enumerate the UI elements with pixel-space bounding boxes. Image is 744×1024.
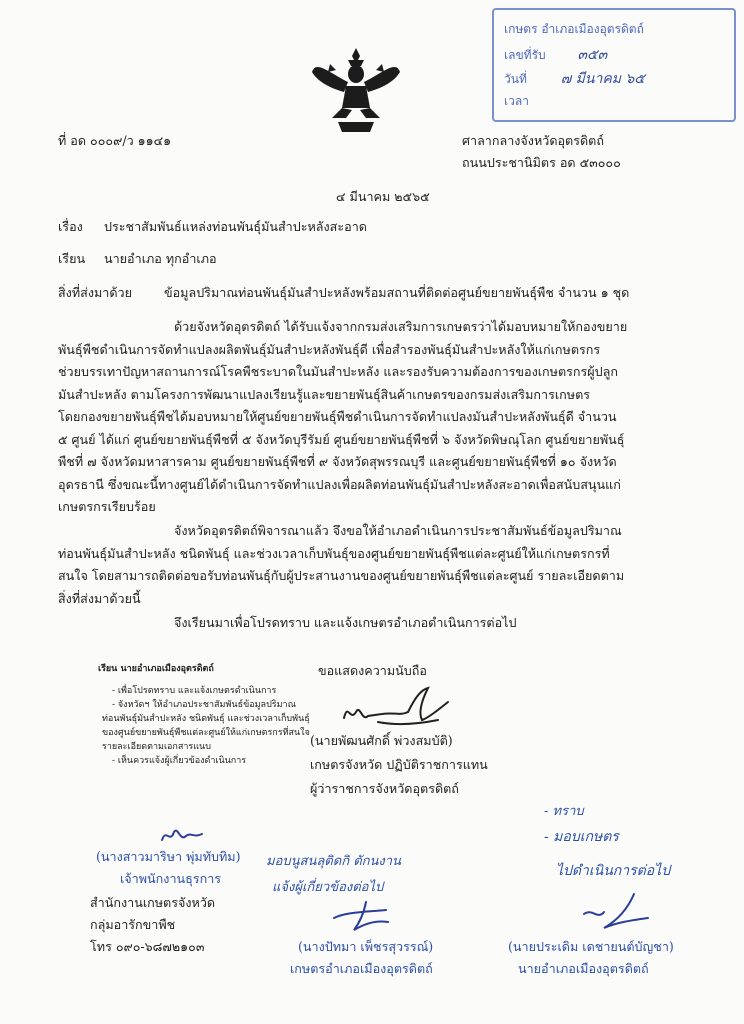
district-chief-position: นายอำเภอเมืองอุตรดิตถ์ [518,961,649,976]
district-agri-position: เกษตรอำเภอเมืองอุตรดิตถ์ [290,961,433,976]
signature-district-agri [326,898,406,934]
stamp-date-label: วันที่ [504,72,527,86]
recipient-label: เรียน [58,251,86,266]
enclosure-text: ข้อมูลปริมาณท่อนพันธุ์มันสำปะหลังพร้อมสถานที่ติดต่อศูนย์ขยายพันธุ์พืช จำนวน ๑ ชุด [164,285,630,300]
reference-number: ที่ อด ๐๐๐๙/ว ๑๑๔๑ [58,133,172,148]
paragraph-line: จังหวัดอุตรดิตถ์พิจารณาแล้ว จึงขอให้อำเภอดำเนินการประชาสัมพันธ์ข้อมูลปริมาณ [174,523,622,538]
handwritten-right-line-1: - ทราบ [544,804,584,819]
paragraph-line: สนใจ โดยสามารถติดต่อขอรับท่อนพันธุ์กับผู้ประสานงานของศูนย์ขยายพันธุ์พืชแต่ละศูนย์ รายละเอียดตาม [58,568,625,583]
enclosure-label: สิ่งที่ส่งมาด้วย [58,285,132,300]
subject-label: เรื่อง [58,219,83,234]
signer-name: (นายพัฒนศักดิ์ พ่วงสมบัติ) [310,733,453,748]
district-agri-name: (นางปัทมา เพ็ชรสุวรรณ์) [298,939,434,954]
handwritten-order-line-1: มอบนูสนลุติดกิ ตักนงาน [266,854,401,869]
paragraph-line: โดยกองขยายพันธุ์พืชได้มอบหมายให้ศูนย์ขยายพันธุ์พืชดำเนินการจัดทำแปลงมันสำปะหลังพันธุ์ดี จำนวน [58,409,617,424]
paragraph-line: ท่อนพันธุ์มันสำปะหลัง ชนิดพันธุ์ และช่วงเวลาเก็บพันธุ์ของศูนย์ขยายพันธุ์พืชแต่ละศูนย์ให้แก่เกษตรกรที่ [58,545,610,561]
paragraph-line: ช่วยบรรเทาปัญหาสถานการณ์โรคพืชระบาดในมันสำปะหลัง และรองรับความต้องการของเกษตรกรผู้ปลูก [58,364,619,379]
note-line: - เพื่อโปรดทราบ และแจ้งเกษตรดำเนินการ [112,686,277,696]
stamp-received-no: ๓๕๓ [577,47,608,63]
closing-text: ขอแสดงความนับถือ [318,663,427,678]
handwritten-order-line-2: แจ้งผู้เกี่ยวข้องต่อไป [272,880,384,895]
note-title: เรียน นายอำเภอเมืองอุตรดิตถ์ [98,664,214,674]
paragraph-line: มันสำปะหลัง ตามโครงการพัฒนาแปลงเรียนรู้และขยายพันธุ์สินค้าเกษตรของกรมส่งเสริมการเกษตร [58,386,591,402]
stamp-received-label: เลขที่รับ [504,48,546,62]
note-line: รายละเอียดตามเอกสารแนบ [102,742,211,752]
stamp-office: เกษตร อำเภอเมืองอุตรดิตถ์ [504,22,644,36]
paragraph-line: อุดรธานี ซึ่งขณะนี้ทางศูนย์ได้ดำเนินการจัดทำแปลงเพื่อผลิตท่อนพันธุ์มันสำปะหลังสะอาดเพื่อสนับสนุนแก่ [58,476,621,492]
recipient-text: นายอำเภอ ทุกอำเภอ [104,251,217,266]
signer-position-2: ผู้ว่าราชการจังหวัดอุตรดิตถ์ [310,781,459,796]
margin-note [98,662,310,768]
office-name: ศาลากลางจังหวัดอุตรดิตถ์ [462,133,604,148]
note-line: ของศูนย์ขยายพันธุ์พืชแต่ละศูนย์ให้แก่เกษตรกรที่สนใจ [102,728,310,738]
body-paragraph-2 [58,520,708,610]
signature-district-chief [578,890,658,934]
subject-text: ประชาสัมพันธ์แหล่งท่อนพันธุ์มันสำปะหลังสะอาด [104,219,367,234]
district-chief-name: (นายประเดิม เดชายนต์บัญชา) [508,939,674,954]
office-line-2: กลุ่มอารักขาพืช [90,917,176,932]
note-line: ท่อนพันธุ์มันสำปะหลัง ชนิดพันธุ์ และช่วงเวลาเก็บพันธุ์ [102,714,310,724]
paragraph-line: สิ่งที่ส่งมาด้วยนี้ [58,590,141,606]
signer-position-1: เกษตรจังหวัด ปฏิบัติราชการแทน [310,757,488,772]
clerk-name: (นางสาวมาริษา พุ่มทับทิม) [96,849,241,864]
garuda-emblem-icon [308,42,404,142]
stamp-date-value: ๗ มีนาคม ๖๕ [560,71,645,87]
signature-provincial-agri [338,682,458,732]
note-line: - จังหวัดฯ ให้อำเภอประชาสัมพันธ์ข้อมูลปริมาณ [112,700,296,710]
body-paragraph-3: จึงเรียนมาเพื่อโปรดทราบ และแจ้งเกษตรอำเภอดำเนินการต่อไป [174,615,517,630]
handwritten-right-line-2: - มอบเกษตร [544,829,619,845]
note-line: - เห็นควรแจ้งผู้เกี่ยวข้องดำเนินการ [112,756,247,766]
office-address: ถนนประชานิมิตร อด ๕๓๐๐๐ [462,155,621,170]
body-paragraph-1 [58,316,708,519]
paragraph-line: พันธุ์พืชดำเนินการจัดทำแปลงผลิตพันธุ์มันสำปะหลังพันธุ์ดี เพื่อสำรองพันธุ์มันสำปะหลังให้แก่เกษตรกร [58,341,601,357]
paragraph-line: เกษตรกรเรียบร้อย [58,499,156,514]
office-phone: โทร ๐๙๐-๖๘๗๒๑๐๓ [90,939,205,954]
stamp-time-label: เวลา [504,94,529,108]
handwritten-right-line-3: ไปดำเนินการต่อไป [556,863,671,879]
paragraph-line: พืชที่ ๗ จังหวัดมหาสารคาม ศูนย์ขยายพันธุ์พืชที่ ๙ จังหวัดสุพรรณบุรี และศูนย์ขยายพันธุ์พืชที่ ๑๐ จังหวัด [58,454,617,469]
clerk-position: เจ้าพนักงานธุรการ [120,871,222,886]
paragraph-line: ด้วยจังหวัดอุตรดิตถ์ ได้รับแจ้งจากกรมส่งเสริมการเกษตรว่าได้มอบหมายให้กองขยาย [174,319,628,334]
letter-date: ๔ มีนาคม ๒๕๖๕ [336,189,430,204]
office-line-1: สำนักงานเกษตรจังหวัด [90,895,216,910]
paragraph-line: ๕ ศูนย์ ได้แก่ ศูนย์ขยายพันธุ์พืชที่ ๕ จังหวัดบุรีรัมย์ ศูนย์ขยายพันธุ์พืชที่ ๖ จังหวัดพิษณุโลก ศูนย์ขยายพันธุ์ [58,431,625,447]
received-stamp [492,8,736,122]
